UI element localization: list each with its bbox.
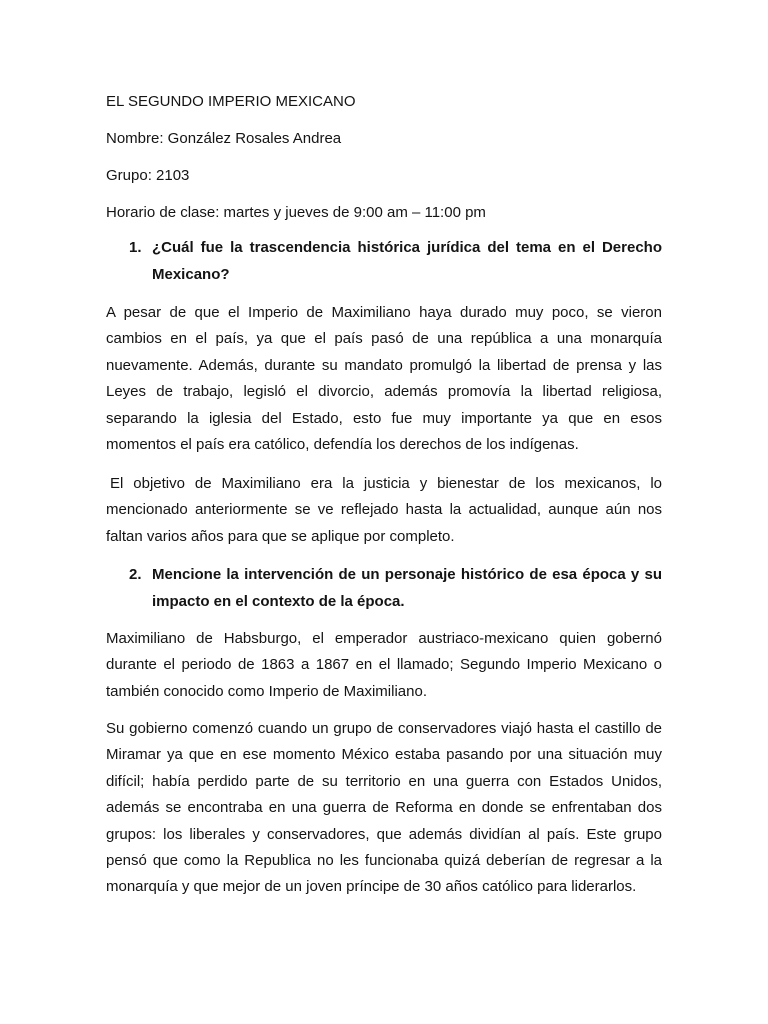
class-schedule: Horario de clase: martes y jueves de 9:00 am – 11:00 pm: [106, 204, 486, 221]
question-1-number: 1.: [129, 239, 142, 256]
student-name: Nombre: González Rosales Andrea: [106, 130, 342, 147]
document-title: EL SEGUNDO IMPERIO MEXICANO: [106, 93, 356, 110]
question-2-text: Mencione la intervención de un personaje histórico de esa época y su impacto en el contexto de la época.: [152, 566, 662, 610]
question-2-number: 2.: [129, 566, 142, 583]
answer-1-paragraph-2: El objetivo de Maximiliano era la justicia y bienestar de los mexicanos, lo mencionado anteriormente se ve reflejado hasta la actualidad, aunque aún nos faltan varios años para que se aplique por completo.: [106, 475, 662, 545]
group-number: Grupo: 2103: [106, 167, 190, 184]
question-1-text: ¿Cuál fue la trascendencia histórica jurídica del tema en el Derecho Mexicano?: [152, 239, 662, 283]
answer-2-paragraph-2: Su gobierno comenzó cuando un grupo de conservadores viajó hasta el castillo de Miramar ya que en ese momento México estaba pasando por una situación muy difícil; había perdido parte de su territorio en una guerra con Estados Unidos, además se encontraba en una guerra de Reforma en donde se enfrentaban dos grupos: los liberales y conservadores, que además dividían al país. Este grupo pensó que como la Republica no les funcionaba quizá deberían de regresar a la monarquía y que mejor de un joven príncipe de 30 años católico para liderarlos.: [106, 720, 662, 896]
question-2: [106, 562, 662, 616]
answer-1-paragraph-1: A pesar de que el Imperio de Maximiliano haya durado muy poco, se vieron cambios en el país, ya que el país pasó de una república a una monarquía nuevamente. Además, durante su mandato promulgó la libertad de prensa y las Leyes de trabajo, legisló el divorcio, además promovía la libertad religiosa, separando la iglesia del Estado, esto fue muy importante ya que en esos momentos el país era católico, defendía los derechos de los indígenas.: [106, 304, 662, 454]
answer-2-paragraph-1: Maximiliano de Habsburgo, el emperador austriaco-mexicano quien gobernó durante el periodo de 1863 a 1867 en el llamado; Segundo Imperio Mexicano o también conocido como Imperio de Maximiliano.: [106, 630, 662, 700]
question-1: [106, 235, 662, 289]
